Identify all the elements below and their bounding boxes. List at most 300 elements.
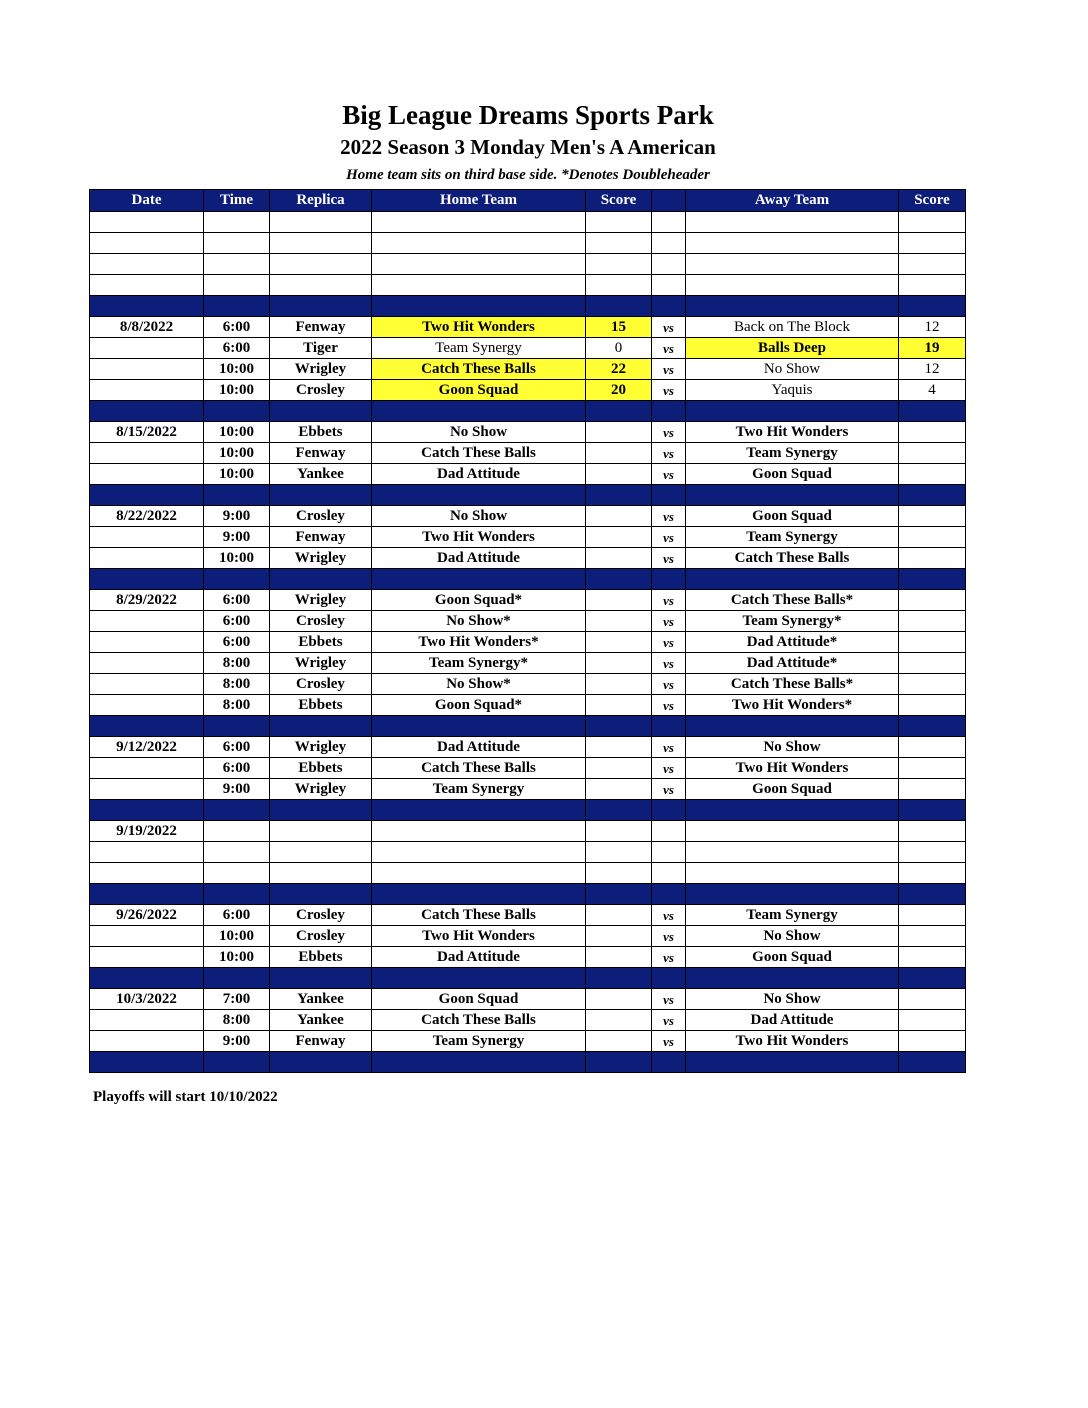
date-cell bbox=[90, 926, 204, 947]
away-team-cell: Dad Attitude bbox=[686, 1010, 899, 1031]
table-row bbox=[90, 821, 966, 842]
away-score-cell bbox=[899, 590, 966, 611]
away-score-cell bbox=[899, 947, 966, 968]
away-score-cell bbox=[899, 905, 966, 926]
away-score-cell bbox=[899, 653, 966, 674]
home-team-cell: Dad Attitude bbox=[372, 737, 586, 758]
time-cell bbox=[204, 968, 270, 989]
vs-cell bbox=[652, 233, 686, 254]
replica-cell bbox=[270, 569, 372, 590]
away-team-cell: Goon Squad bbox=[686, 506, 899, 527]
time-cell: 9:00 bbox=[204, 1031, 270, 1052]
table-row bbox=[90, 632, 966, 653]
table-row bbox=[90, 443, 966, 464]
away-team-cell: Balls Deep bbox=[686, 338, 899, 359]
date-cell bbox=[90, 401, 204, 422]
home-team-cell bbox=[372, 842, 586, 863]
time-cell: 10:00 bbox=[204, 548, 270, 569]
time-cell bbox=[204, 1052, 270, 1073]
home-score-cell bbox=[586, 1010, 652, 1031]
time-cell: 6:00 bbox=[204, 905, 270, 926]
away-team-cell: No Show bbox=[686, 737, 899, 758]
away-team-cell: Goon Squad bbox=[686, 947, 899, 968]
home-score-cell bbox=[586, 779, 652, 800]
table-row bbox=[90, 926, 966, 947]
table-row bbox=[90, 989, 966, 1010]
replica-cell bbox=[270, 233, 372, 254]
home-team-cell bbox=[372, 716, 586, 737]
home-team-cell: Two Hit Wonders bbox=[372, 926, 586, 947]
vs-cell bbox=[652, 212, 686, 233]
home-score-cell bbox=[586, 884, 652, 905]
home-score-cell: 20 bbox=[586, 380, 652, 401]
time-cell: 6:00 bbox=[204, 590, 270, 611]
date-cell bbox=[90, 779, 204, 800]
away-score-cell bbox=[899, 1052, 966, 1073]
home-score-cell bbox=[586, 653, 652, 674]
home-team-cell bbox=[372, 275, 586, 296]
vs-cell: vs bbox=[652, 548, 686, 569]
time-cell: 6:00 bbox=[204, 632, 270, 653]
home-score-cell bbox=[586, 233, 652, 254]
time-cell: 6:00 bbox=[204, 611, 270, 632]
replica-cell bbox=[270, 716, 372, 737]
home-score-cell bbox=[586, 758, 652, 779]
home-team-cell: Goon Squad bbox=[372, 989, 586, 1010]
vs-cell: vs bbox=[652, 380, 686, 401]
page-title: Big League Dreams Sports Park bbox=[342, 100, 714, 130]
date-cell: 8/29/2022 bbox=[90, 590, 204, 611]
vs-cell: vs bbox=[652, 905, 686, 926]
away-score-cell bbox=[899, 800, 966, 821]
time-cell bbox=[204, 569, 270, 590]
week-separator-row bbox=[90, 569, 966, 590]
date-cell bbox=[90, 254, 204, 275]
away-team-cell: Team Synergy bbox=[686, 905, 899, 926]
table-row bbox=[90, 590, 966, 611]
time-cell bbox=[204, 212, 270, 233]
home-team-cell bbox=[372, 254, 586, 275]
date-cell bbox=[90, 611, 204, 632]
replica-cell bbox=[270, 842, 372, 863]
time-cell: 9:00 bbox=[204, 506, 270, 527]
date-cell: 8/8/2022 bbox=[90, 317, 204, 338]
time-cell: 8:00 bbox=[204, 674, 270, 695]
vs-cell: vs bbox=[652, 527, 686, 548]
table-row bbox=[90, 611, 966, 632]
away-score-cell: 4 bbox=[899, 380, 966, 401]
away-team-cell: Two Hit Wonders bbox=[686, 1031, 899, 1052]
time-cell bbox=[204, 716, 270, 737]
away-score-cell bbox=[899, 212, 966, 233]
home-score-cell bbox=[586, 695, 652, 716]
vs-cell: vs bbox=[652, 632, 686, 653]
home-team-cell: No Show bbox=[372, 506, 586, 527]
table-row bbox=[90, 947, 966, 968]
away-score-cell bbox=[899, 527, 966, 548]
home-score-cell bbox=[586, 716, 652, 737]
away-score-cell bbox=[899, 779, 966, 800]
away-score-cell bbox=[899, 1010, 966, 1031]
table-row bbox=[90, 380, 966, 401]
away-team-cell: Catch These Balls* bbox=[686, 590, 899, 611]
table-row bbox=[90, 1010, 966, 1031]
replica-cell: Fenway bbox=[270, 317, 372, 338]
home-score-cell bbox=[586, 464, 652, 485]
home-team-cell bbox=[372, 821, 586, 842]
time-cell: 7:00 bbox=[204, 989, 270, 1010]
vs-cell bbox=[652, 569, 686, 590]
time-cell: 9:00 bbox=[204, 779, 270, 800]
home-team-cell: Catch These Balls bbox=[372, 905, 586, 926]
date-cell bbox=[90, 212, 204, 233]
home-score-cell bbox=[586, 485, 652, 506]
table-row bbox=[90, 737, 966, 758]
replica-cell: Wrigley bbox=[270, 359, 372, 380]
away-team-cell bbox=[686, 842, 899, 863]
away-score-cell bbox=[899, 758, 966, 779]
date-cell bbox=[90, 275, 204, 296]
away-team-cell: Team Synergy bbox=[686, 527, 899, 548]
time-cell: 6:00 bbox=[204, 317, 270, 338]
time-cell: 9:00 bbox=[204, 527, 270, 548]
time-cell bbox=[204, 401, 270, 422]
home-team-cell bbox=[372, 1052, 586, 1073]
week-separator-row bbox=[90, 884, 966, 905]
time-cell bbox=[204, 800, 270, 821]
away-team-cell: Two Hit Wonders bbox=[686, 758, 899, 779]
vs-cell bbox=[652, 842, 686, 863]
week-separator-row bbox=[90, 485, 966, 506]
date-cell: 10/3/2022 bbox=[90, 989, 204, 1010]
header-row bbox=[90, 190, 966, 212]
week-separator-row bbox=[90, 401, 966, 422]
schedule-body bbox=[90, 212, 966, 1073]
home-team-cell: Dad Attitude bbox=[372, 464, 586, 485]
date-cell bbox=[90, 947, 204, 968]
away-team-cell: Two Hit Wonders bbox=[686, 422, 899, 443]
home-score-cell bbox=[586, 1052, 652, 1073]
home-score-cell bbox=[586, 1031, 652, 1052]
away-score-cell bbox=[899, 296, 966, 317]
home-team-cell: Two Hit Wonders* bbox=[372, 632, 586, 653]
home-team-cell: Team Synergy bbox=[372, 338, 586, 359]
away-team-cell bbox=[686, 485, 899, 506]
table-row bbox=[90, 905, 966, 926]
replica-cell: Wrigley bbox=[270, 779, 372, 800]
col-header-away-team: Away Team bbox=[686, 190, 899, 212]
home-team-cell: No Show bbox=[372, 422, 586, 443]
vs-cell: vs bbox=[652, 443, 686, 464]
home-team-cell bbox=[372, 296, 586, 317]
time-cell: 10:00 bbox=[204, 464, 270, 485]
replica-cell: Fenway bbox=[270, 1031, 372, 1052]
vs-cell bbox=[652, 1052, 686, 1073]
away-team-cell: Goon Squad bbox=[686, 779, 899, 800]
date-cell bbox=[90, 842, 204, 863]
date-cell bbox=[90, 653, 204, 674]
away-score-cell bbox=[899, 884, 966, 905]
vs-cell: vs bbox=[652, 947, 686, 968]
replica-cell: Yankee bbox=[270, 989, 372, 1010]
home-score-cell bbox=[586, 737, 652, 758]
col-header-date: Date bbox=[90, 190, 204, 212]
replica-cell bbox=[270, 800, 372, 821]
vs-cell bbox=[652, 968, 686, 989]
table-row bbox=[90, 758, 966, 779]
week-separator-row bbox=[90, 968, 966, 989]
home-score-cell bbox=[586, 401, 652, 422]
home-score-cell bbox=[586, 422, 652, 443]
date-cell bbox=[90, 464, 204, 485]
vs-cell: vs bbox=[652, 359, 686, 380]
replica-cell: Fenway bbox=[270, 443, 372, 464]
home-score-cell: 15 bbox=[586, 317, 652, 338]
away-score-cell: 12 bbox=[899, 359, 966, 380]
replica-cell bbox=[270, 821, 372, 842]
vs-cell: vs bbox=[652, 926, 686, 947]
table-row bbox=[90, 695, 966, 716]
date-cell bbox=[90, 674, 204, 695]
home-score-cell bbox=[586, 947, 652, 968]
vs-cell: vs bbox=[652, 464, 686, 485]
replica-cell bbox=[270, 968, 372, 989]
away-score-cell: 12 bbox=[899, 317, 966, 338]
vs-cell: vs bbox=[652, 506, 686, 527]
date-cell: 9/12/2022 bbox=[90, 737, 204, 758]
away-score-cell bbox=[899, 506, 966, 527]
date-cell bbox=[90, 548, 204, 569]
replica-cell: Ebbets bbox=[270, 758, 372, 779]
away-score-cell bbox=[899, 716, 966, 737]
home-team-cell bbox=[372, 800, 586, 821]
schedule-table bbox=[89, 189, 966, 1073]
date-cell bbox=[90, 968, 204, 989]
empty-row bbox=[90, 863, 966, 884]
table-row bbox=[90, 1031, 966, 1052]
home-team-cell: Catch These Balls bbox=[372, 443, 586, 464]
vs-cell: vs bbox=[652, 422, 686, 443]
replica-cell: Ebbets bbox=[270, 695, 372, 716]
away-score-cell bbox=[899, 548, 966, 569]
table-row bbox=[90, 464, 966, 485]
home-team-cell bbox=[372, 884, 586, 905]
home-team-cell: Goon Squad* bbox=[372, 590, 586, 611]
replica-cell bbox=[270, 485, 372, 506]
replica-cell: Wrigley bbox=[270, 590, 372, 611]
table-row bbox=[90, 422, 966, 443]
vs-cell: vs bbox=[652, 338, 686, 359]
away-team-cell: No Show bbox=[686, 359, 899, 380]
away-score-cell bbox=[899, 695, 966, 716]
away-score-cell bbox=[899, 821, 966, 842]
replica-cell: Crosley bbox=[270, 506, 372, 527]
home-score-cell bbox=[586, 212, 652, 233]
home-team-cell bbox=[372, 485, 586, 506]
replica-cell: Yankee bbox=[270, 464, 372, 485]
away-score-cell bbox=[899, 611, 966, 632]
home-score-cell bbox=[586, 632, 652, 653]
vs-cell bbox=[652, 254, 686, 275]
time-cell bbox=[204, 884, 270, 905]
time-cell bbox=[204, 821, 270, 842]
vs-cell: vs bbox=[652, 1010, 686, 1031]
home-team-cell bbox=[372, 569, 586, 590]
date-cell: 8/15/2022 bbox=[90, 422, 204, 443]
home-team-cell bbox=[372, 968, 586, 989]
away-team-cell: No Show bbox=[686, 989, 899, 1010]
vs-cell bbox=[652, 275, 686, 296]
col-header-away-score: Score bbox=[899, 190, 966, 212]
home-team-cell: Catch These Balls bbox=[372, 359, 586, 380]
week-separator-row bbox=[90, 296, 966, 317]
replica-cell: Ebbets bbox=[270, 422, 372, 443]
vs-cell: vs bbox=[652, 737, 686, 758]
home-team-cell: Two Hit Wonders bbox=[372, 527, 586, 548]
week-separator-row bbox=[90, 716, 966, 737]
time-cell: 6:00 bbox=[204, 758, 270, 779]
home-team-cell: Dad Attitude bbox=[372, 548, 586, 569]
home-team-cell: Team Synergy bbox=[372, 1031, 586, 1052]
away-team-cell: Team Synergy* bbox=[686, 611, 899, 632]
time-cell: 8:00 bbox=[204, 695, 270, 716]
home-score-cell bbox=[586, 254, 652, 275]
home-team-cell bbox=[372, 401, 586, 422]
away-team-cell bbox=[686, 254, 899, 275]
away-score-cell bbox=[899, 842, 966, 863]
empty-row bbox=[90, 233, 966, 254]
replica-cell bbox=[270, 884, 372, 905]
replica-cell bbox=[270, 863, 372, 884]
date-cell: 9/19/2022 bbox=[90, 821, 204, 842]
week-separator-row bbox=[90, 800, 966, 821]
table-row bbox=[90, 548, 966, 569]
vs-cell bbox=[652, 716, 686, 737]
table-row bbox=[90, 674, 966, 695]
replica-cell: Wrigley bbox=[270, 548, 372, 569]
home-team-cell: No Show* bbox=[372, 674, 586, 695]
week-separator-row bbox=[90, 1052, 966, 1073]
col-header-home-score: Score bbox=[586, 190, 652, 212]
home-score-cell bbox=[586, 569, 652, 590]
home-score-cell bbox=[586, 926, 652, 947]
time-cell bbox=[204, 233, 270, 254]
time-cell: 10:00 bbox=[204, 926, 270, 947]
away-score-cell bbox=[899, 443, 966, 464]
replica-cell: Crosley bbox=[270, 611, 372, 632]
replica-cell: Crosley bbox=[270, 905, 372, 926]
date-cell bbox=[90, 1031, 204, 1052]
away-team-cell: Goon Squad bbox=[686, 464, 899, 485]
time-cell bbox=[204, 842, 270, 863]
home-score-cell bbox=[586, 905, 652, 926]
home-score-cell bbox=[586, 548, 652, 569]
replica-cell: Ebbets bbox=[270, 947, 372, 968]
date-cell bbox=[90, 1052, 204, 1073]
home-team-cell bbox=[372, 212, 586, 233]
home-team-cell: Team Synergy* bbox=[372, 653, 586, 674]
away-team-cell bbox=[686, 296, 899, 317]
empty-row bbox=[90, 254, 966, 275]
col-header-time: Time bbox=[204, 190, 270, 212]
away-score-cell bbox=[899, 401, 966, 422]
home-team-cell: Goon Squad bbox=[372, 380, 586, 401]
home-score-cell bbox=[586, 989, 652, 1010]
table-row bbox=[90, 653, 966, 674]
away-team-cell: Team Synergy bbox=[686, 443, 899, 464]
date-cell bbox=[90, 338, 204, 359]
replica-cell: Crosley bbox=[270, 926, 372, 947]
table-row bbox=[90, 317, 966, 338]
away-score-cell bbox=[899, 863, 966, 884]
col-header-vs bbox=[652, 190, 686, 212]
away-team-cell: Dad Attitude* bbox=[686, 653, 899, 674]
away-score-cell bbox=[899, 926, 966, 947]
home-score-cell bbox=[586, 800, 652, 821]
date-cell bbox=[90, 758, 204, 779]
time-cell: 10:00 bbox=[204, 947, 270, 968]
table-row bbox=[90, 506, 966, 527]
date-cell bbox=[90, 800, 204, 821]
replica-cell: Wrigley bbox=[270, 737, 372, 758]
date-cell bbox=[90, 380, 204, 401]
away-team-cell: No Show bbox=[686, 926, 899, 947]
home-team-cell bbox=[372, 863, 586, 884]
vs-cell: vs bbox=[652, 779, 686, 800]
away-team-cell bbox=[686, 716, 899, 737]
away-team-cell bbox=[686, 968, 899, 989]
away-score-cell bbox=[899, 233, 966, 254]
time-cell bbox=[204, 275, 270, 296]
table-row bbox=[90, 338, 966, 359]
date-cell bbox=[90, 443, 204, 464]
date-cell bbox=[90, 695, 204, 716]
home-score-cell bbox=[586, 863, 652, 884]
schedule-note: Home team sits on third base side. *Denotes Doubleheader bbox=[346, 167, 710, 183]
empty-row bbox=[90, 212, 966, 233]
home-team-cell bbox=[372, 233, 586, 254]
date-cell: 9/26/2022 bbox=[90, 905, 204, 926]
replica-cell: Yankee bbox=[270, 1010, 372, 1031]
table-row bbox=[90, 527, 966, 548]
home-team-cell: Catch These Balls bbox=[372, 758, 586, 779]
home-score-cell bbox=[586, 611, 652, 632]
vs-cell bbox=[652, 863, 686, 884]
date-cell bbox=[90, 716, 204, 737]
col-header-home-team: Home Team bbox=[372, 190, 586, 212]
away-team-cell: Yaquis bbox=[686, 380, 899, 401]
away-score-cell bbox=[899, 422, 966, 443]
away-score-cell: 19 bbox=[899, 338, 966, 359]
replica-cell: Wrigley bbox=[270, 653, 372, 674]
replica-cell: Tiger bbox=[270, 338, 372, 359]
home-score-cell bbox=[586, 527, 652, 548]
home-score-cell bbox=[586, 443, 652, 464]
vs-cell bbox=[652, 884, 686, 905]
home-score-cell bbox=[586, 506, 652, 527]
home-team-cell: Team Synergy bbox=[372, 779, 586, 800]
replica-cell bbox=[270, 254, 372, 275]
time-cell: 6:00 bbox=[204, 338, 270, 359]
vs-cell: vs bbox=[652, 317, 686, 338]
date-cell bbox=[90, 884, 204, 905]
time-cell: 10:00 bbox=[204, 380, 270, 401]
time-cell: 10:00 bbox=[204, 443, 270, 464]
home-score-cell bbox=[586, 821, 652, 842]
away-score-cell bbox=[899, 737, 966, 758]
away-team-cell bbox=[686, 569, 899, 590]
home-team-cell: Catch These Balls bbox=[372, 1010, 586, 1031]
